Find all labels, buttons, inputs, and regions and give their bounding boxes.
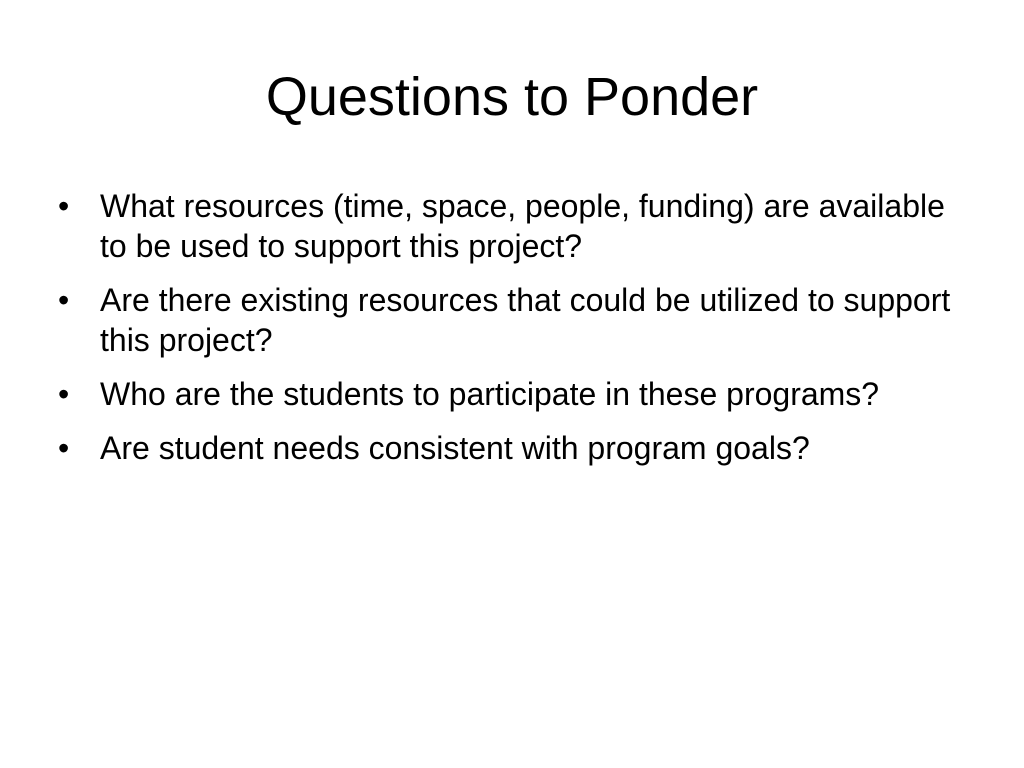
bullet-text: Who are the students to participate in these programs? — [100, 376, 880, 412]
slide-title: Questions to Ponder — [265, 67, 759, 127]
bullet-icon: • — [58, 188, 70, 224]
bullet-item-4 — [58, 428, 978, 468]
bullet-text: What resources (time, space, people, funding) are available to be used to support this project? — [100, 188, 945, 264]
bullet-text: Are student needs consistent with program goals? — [100, 430, 810, 466]
bullet-icon: • — [58, 282, 70, 318]
bullet-text: Are there existing resources that could be utilized to support this project? — [100, 282, 951, 358]
bullet-list — [58, 186, 978, 482]
bullet-item-2 — [58, 280, 978, 360]
bullet-icon: • — [58, 376, 70, 412]
bullet-item-3 — [58, 374, 978, 414]
bullet-icon: • — [58, 430, 70, 466]
bullet-item-1 — [58, 186, 978, 266]
